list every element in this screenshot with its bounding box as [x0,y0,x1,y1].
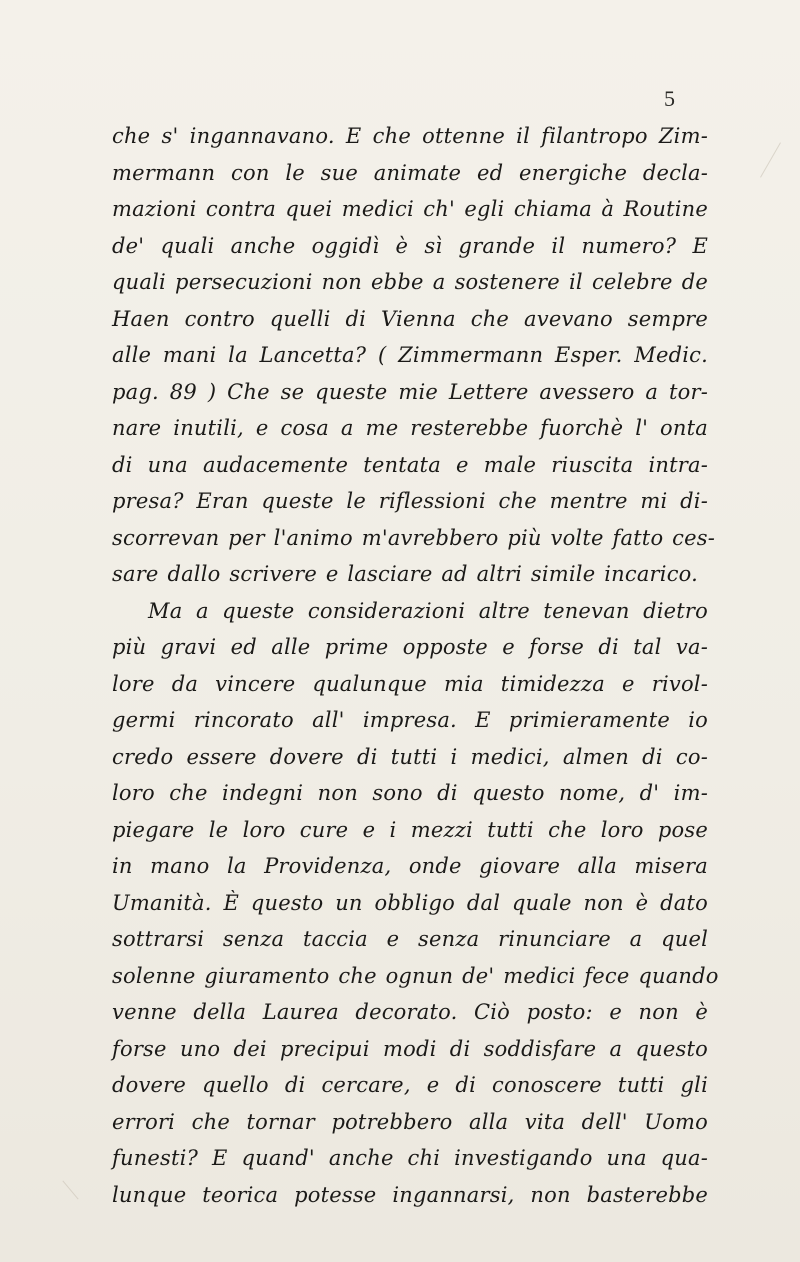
text-line: de' quali anche oggidì è sì grande il numero? E [112,233,708,258]
text-line: funesti? E quand' anche chi investigando una qua- [112,1146,708,1170]
text-line: mermann con le sue animate ed energiche decla- [112,160,708,185]
text-line: dovere quello di cercare, e di conoscere tutti gli [112,1073,708,1097]
text-line: presa? Eran queste le riflessioni che mentre mi di- [112,489,708,513]
text-line: Haen contro quelli di Vienna che avevano sempre [112,306,708,331]
text-line: lunque teorica potesse ingannarsi, non basterebbe [112,1182,708,1207]
text-line: sottrarsi senza taccia e senza rinunciare a quel [112,927,708,951]
text-line: in mano la Providenza, onde giovare alla misera [112,854,708,878]
text-line: piegare le loro cure e i mezzi tutti che loro pose [112,817,708,842]
text-line: venne della Laurea decorato. Ciò posto: e non è [112,1000,708,1024]
paper-fold-mark [62,1180,78,1199]
text-line: scorrevan per l'animo m'avrebbero più volte fatto ces- [112,525,716,550]
text-line: di una audacemente tentata e male riuscita intra- [112,452,708,477]
text-line: più gravi ed alle prime opposte e forse di tal va- [112,635,708,659]
body-text [112,118,719,1213]
text-line: credo essere dovere di tutti i medici, almen di co- [112,744,708,769]
text-line: germi rincorato all' impresa. E primieramente io [112,708,708,732]
paper-fold-mark [760,142,781,177]
text-line: che s' ingannavano. E che ottenne il filantropo Zim- [112,124,708,148]
text-line: mazioni contra quei medici ch' egli chiama à Routine [112,197,708,221]
text-line: solenne giuramento che ognun de' medici fece quando [112,963,719,988]
text-line: lore da vincere qualunque mia timidezza e rivol- [112,671,708,696]
text-line: Umanità. È questo un obbligo dal quale non è dato [112,890,708,915]
text-line: Ma a queste considerazioni altre tenevan dietro [148,598,708,623]
text-line: nare inutili, e cosa a me resterebbe fuorchè l' onta [112,416,708,440]
text-line: alle mani la Lancetta? ( Zimmermann Esper. Medic. [112,343,708,367]
text-line: errori che tornar potrebbero alla vita dell' Uomo [112,1109,708,1134]
text-line: forse uno dei precipui modi di soddisfare a questo [112,1036,708,1061]
text-line: loro che indegni non sono di questo nome, d' im- [112,781,708,805]
text-line: sare dallo scrivere e lasciare ad altri simile incarico. [112,562,699,586]
page-number: 5 [664,86,675,111]
text-line: pag. 89 ) Che se queste mie Lettere avessero a tor- [112,379,708,404]
text-line: quali persecuzioni non ebbe a sostenere il celebre de [112,270,708,294]
